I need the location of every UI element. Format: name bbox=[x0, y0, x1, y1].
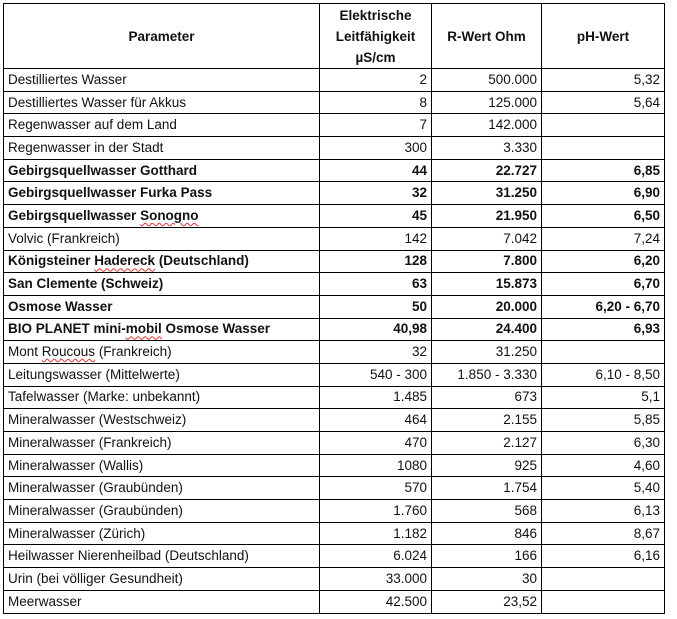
table-row bbox=[4, 522, 665, 545]
cell-parameter: Osmose Wasser bbox=[4, 295, 320, 318]
spellcheck-flagged-word: Hadereck bbox=[94, 253, 156, 269]
cell-ph: 6,93 bbox=[542, 318, 665, 341]
cell-parameter: Mineralwasser (Graubünden) bbox=[4, 500, 320, 523]
header-conductivity-line2: Leitfähigkeit bbox=[335, 28, 416, 44]
table-row bbox=[4, 318, 665, 341]
cell-conductivity: 50 bbox=[320, 295, 432, 318]
cell-parameter bbox=[4, 318, 320, 341]
cell-conductivity: 40,98 bbox=[320, 318, 432, 341]
cell-resistance: 568 bbox=[432, 500, 542, 523]
cell-conductivity: 42.500 bbox=[320, 590, 432, 613]
cell-ph: 6,20 bbox=[542, 250, 665, 273]
cell-resistance: 3.330 bbox=[432, 137, 542, 160]
cell-resistance: 1.850 - 3.330 bbox=[432, 363, 542, 386]
cell-resistance: 31.250 bbox=[432, 341, 542, 364]
cell-ph bbox=[542, 137, 665, 160]
cell-ph: 8,67 bbox=[542, 522, 665, 545]
cell-conductivity: 6.024 bbox=[320, 545, 432, 568]
cell-ph: 6,10 - 8,50 bbox=[542, 363, 665, 386]
cell-ph: 5,64 bbox=[542, 91, 665, 114]
cell-ph: 4,60 bbox=[542, 454, 665, 477]
header-conductivity-unit: µS/cm bbox=[355, 49, 396, 65]
cell-parameter: Mineralwasser (Graubünden) bbox=[4, 477, 320, 500]
cell-conductivity: 32 bbox=[320, 341, 432, 364]
cell-ph: 6,85 bbox=[542, 159, 665, 182]
cell-resistance: 1.754 bbox=[432, 477, 542, 500]
header-parameter: Parameter bbox=[4, 4, 320, 69]
cell-parameter bbox=[4, 250, 320, 273]
cell-conductivity: 128 bbox=[320, 250, 432, 273]
cell-ph: 6,90 bbox=[542, 182, 665, 205]
cell-ph: 6,20 - 6,70 bbox=[542, 295, 665, 318]
cell-ph bbox=[542, 341, 665, 364]
table-row bbox=[4, 205, 665, 228]
table-row bbox=[4, 500, 665, 523]
header-row bbox=[4, 4, 665, 69]
cell-parameter: Tafelwasser (Marke: unbekannt) bbox=[4, 386, 320, 409]
cell-ph: 5,85 bbox=[542, 409, 665, 432]
table-row bbox=[4, 386, 665, 409]
cell-conductivity: 1.485 bbox=[320, 386, 432, 409]
table-row bbox=[4, 545, 665, 568]
cell-resistance: 24.400 bbox=[432, 318, 542, 341]
parameter-text: (Frankreich) bbox=[95, 344, 172, 360]
cell-parameter: Destilliertes Wasser für Akkus bbox=[4, 91, 320, 114]
cell-ph bbox=[542, 568, 665, 591]
table-row bbox=[4, 590, 665, 613]
table-row bbox=[4, 477, 665, 500]
cell-parameter: Meerwasser bbox=[4, 590, 320, 613]
header-resistance: R-Wert Ohm bbox=[432, 4, 542, 69]
parameter-text: Gebirgsquellwasser bbox=[8, 207, 141, 223]
cell-resistance: 673 bbox=[432, 386, 542, 409]
cell-resistance: 846 bbox=[432, 522, 542, 545]
parameter-text: (Deutschland) bbox=[155, 253, 249, 269]
table-row bbox=[4, 69, 665, 92]
cell-conductivity: 1.182 bbox=[320, 522, 432, 545]
cell-conductivity: 464 bbox=[320, 409, 432, 432]
cell-parameter: Mineralwasser (Westschweiz) bbox=[4, 409, 320, 432]
cell-conductivity: 63 bbox=[320, 273, 432, 296]
cell-conductivity: 1080 bbox=[320, 454, 432, 477]
cell-ph: 5,40 bbox=[542, 477, 665, 500]
table-row bbox=[4, 341, 665, 364]
cell-resistance: 7.042 bbox=[432, 227, 542, 250]
cell-parameter: Regenwasser auf dem Land bbox=[4, 114, 320, 137]
table-row bbox=[4, 273, 665, 296]
cell-parameter: Gebirgsquellwasser Furka Pass bbox=[4, 182, 320, 205]
cell-conductivity: 540 - 300 bbox=[320, 363, 432, 386]
parameter-text: BIO PLANET mini- bbox=[8, 321, 126, 337]
cell-resistance: 142.000 bbox=[432, 114, 542, 137]
header-ph: pH-Wert bbox=[542, 4, 665, 69]
table-row bbox=[4, 568, 665, 591]
cell-resistance: 21.950 bbox=[432, 205, 542, 228]
cell-parameter: Mineralwasser (Wallis) bbox=[4, 454, 320, 477]
cell-ph: 6,70 bbox=[542, 273, 665, 296]
cell-parameter bbox=[4, 205, 320, 228]
cell-conductivity: 300 bbox=[320, 137, 432, 160]
cell-conductivity: 8 bbox=[320, 91, 432, 114]
table-row bbox=[4, 137, 665, 160]
cell-conductivity: 570 bbox=[320, 477, 432, 500]
cell-conductivity: 45 bbox=[320, 205, 432, 228]
cell-parameter bbox=[4, 341, 320, 364]
cell-ph: 7,24 bbox=[542, 227, 665, 250]
table-row bbox=[4, 454, 665, 477]
cell-conductivity: 1.760 bbox=[320, 500, 432, 523]
table-row bbox=[4, 295, 665, 318]
cell-resistance: 125.000 bbox=[432, 91, 542, 114]
cell-conductivity: 7 bbox=[320, 114, 432, 137]
cell-resistance: 925 bbox=[432, 454, 542, 477]
cell-resistance: 166 bbox=[432, 545, 542, 568]
parameter-text: Königsteiner bbox=[8, 253, 95, 269]
cell-parameter: Mineralwasser (Zürich) bbox=[4, 522, 320, 545]
cell-parameter: Volvic (Frankreich) bbox=[4, 227, 320, 250]
cell-resistance: 31.250 bbox=[432, 182, 542, 205]
table-row bbox=[4, 250, 665, 273]
cell-resistance: 20.000 bbox=[432, 295, 542, 318]
cell-resistance: 23,52 bbox=[432, 590, 542, 613]
cell-conductivity: 142 bbox=[320, 227, 432, 250]
cell-resistance: 500.000 bbox=[432, 69, 542, 92]
cell-conductivity: 33.000 bbox=[320, 568, 432, 591]
cell-ph: 6,30 bbox=[542, 432, 665, 455]
cell-parameter: Heilwasser Nierenheilbad (Deutschland) bbox=[4, 545, 320, 568]
header-conductivity bbox=[320, 4, 432, 69]
table-row bbox=[4, 432, 665, 455]
cell-parameter: Destilliertes Wasser bbox=[4, 69, 320, 92]
cell-ph: 6,16 bbox=[542, 545, 665, 568]
table-row bbox=[4, 227, 665, 250]
spellcheck-flagged-word: mobil bbox=[125, 321, 162, 337]
cell-parameter: Gebirgsquellwasser Gotthard bbox=[4, 159, 320, 182]
cell-resistance: 30 bbox=[432, 568, 542, 591]
cell-resistance: 7.800 bbox=[432, 250, 542, 273]
cell-parameter: Leitungswasser (Mittelwerte) bbox=[4, 363, 320, 386]
cell-ph bbox=[542, 114, 665, 137]
parameter-text: Osmose Wasser bbox=[161, 321, 271, 337]
cell-ph: 6,13 bbox=[542, 500, 665, 523]
cell-resistance: 2.127 bbox=[432, 432, 542, 455]
cell-parameter: San Clemente (Schweiz) bbox=[4, 273, 320, 296]
cell-conductivity: 32 bbox=[320, 182, 432, 205]
table-row bbox=[4, 159, 665, 182]
table-row bbox=[4, 114, 665, 137]
header-conductivity-line1: Elektrische bbox=[339, 7, 412, 23]
cell-ph: 6,50 bbox=[542, 205, 665, 228]
table-row bbox=[4, 409, 665, 432]
spellcheck-flagged-word: Sonogno bbox=[140, 207, 199, 223]
water-parameters-table bbox=[3, 3, 665, 614]
parameter-text: Mont bbox=[8, 344, 42, 360]
cell-ph: 5,1 bbox=[542, 386, 665, 409]
cell-conductivity: 2 bbox=[320, 69, 432, 92]
cell-conductivity: 470 bbox=[320, 432, 432, 455]
cell-resistance: 22.727 bbox=[432, 159, 542, 182]
cell-resistance: 2.155 bbox=[432, 409, 542, 432]
cell-parameter: Mineralwasser (Frankreich) bbox=[4, 432, 320, 455]
table-row bbox=[4, 91, 665, 114]
table-row bbox=[4, 363, 665, 386]
cell-resistance: 15.873 bbox=[432, 273, 542, 296]
cell-parameter: Regenwasser in der Stadt bbox=[4, 137, 320, 160]
cell-conductivity: 44 bbox=[320, 159, 432, 182]
cell-ph: 5,32 bbox=[542, 69, 665, 92]
spellcheck-flagged-word: Roucous bbox=[41, 344, 96, 360]
cell-parameter: Urin (bei völliger Gesundheit) bbox=[4, 568, 320, 591]
cell-ph bbox=[542, 590, 665, 613]
table-row bbox=[4, 182, 665, 205]
